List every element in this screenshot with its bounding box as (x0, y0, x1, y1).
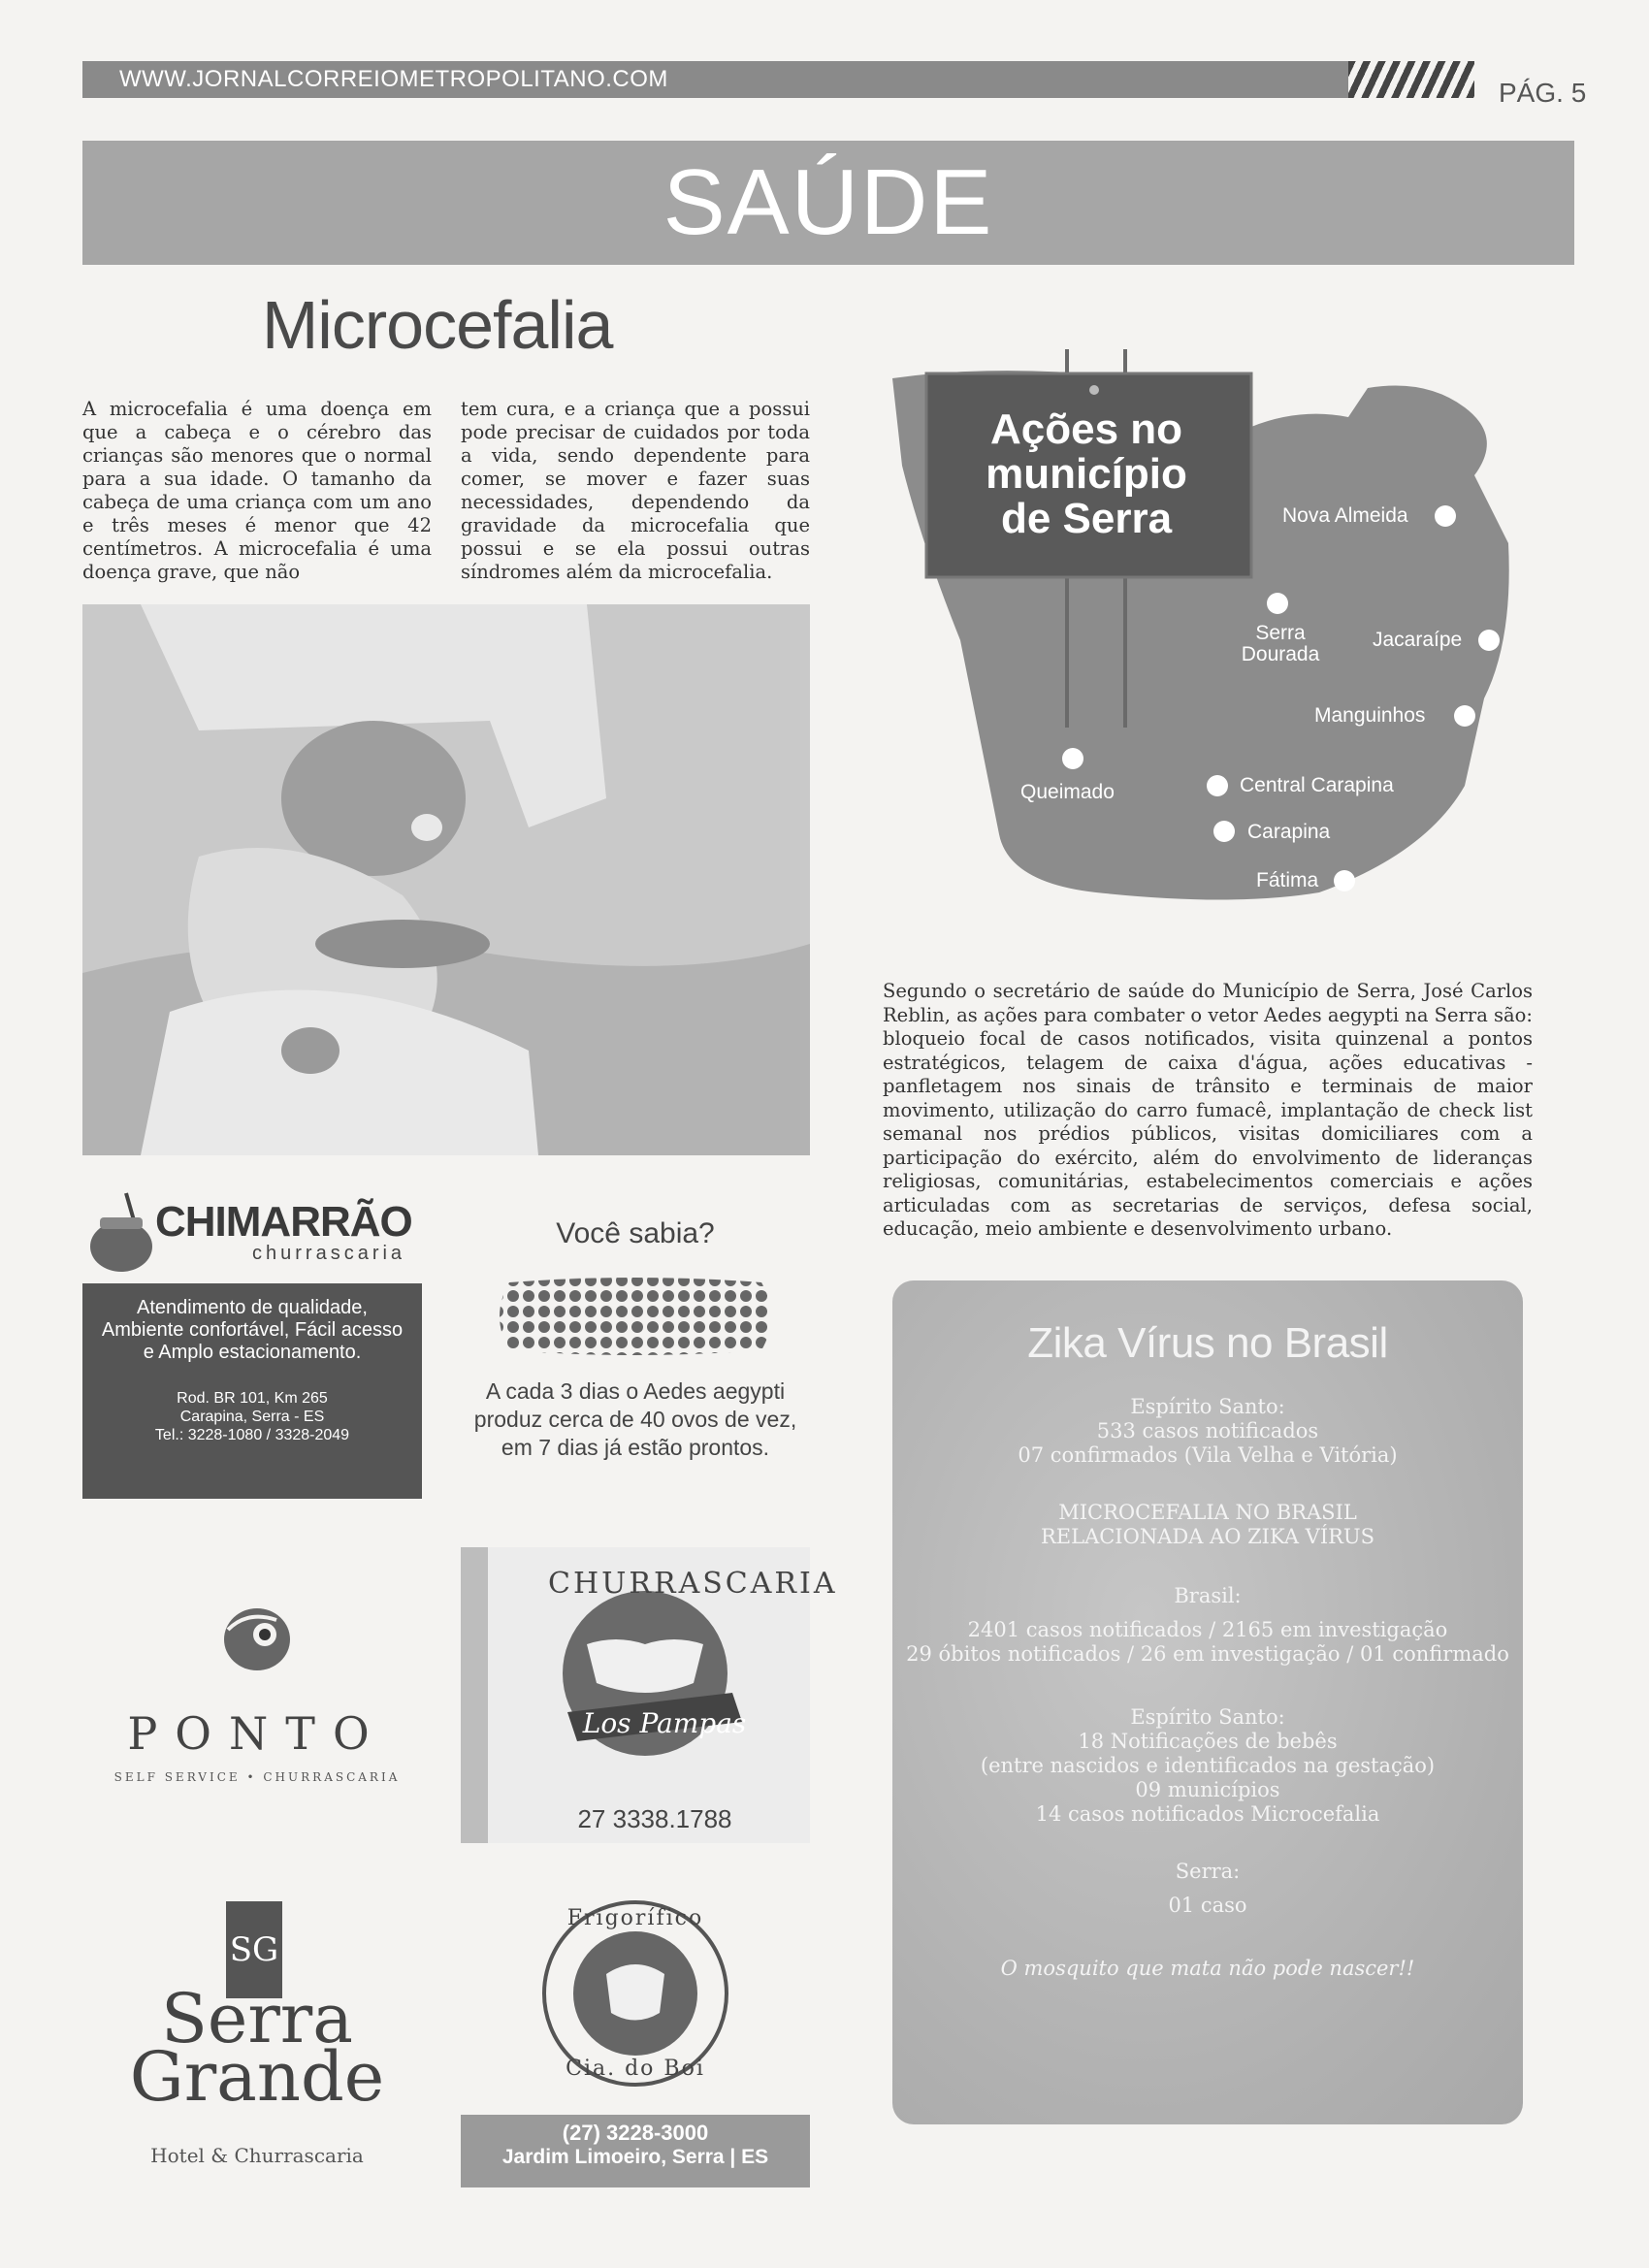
page-number: PÁG. 5 (1499, 78, 1587, 108)
zika-es2-heading: Espírito Santo: (1130, 1705, 1285, 1729)
map-place-jacaraipe: Jacaraípe (1373, 629, 1463, 651)
did-you-know-line-2: produz cerca de 40 ovos de vez, (473, 1407, 797, 1432)
website-url[interactable]: WWW.JORNALCORREIOMETROPOLITANO.COM (119, 66, 668, 92)
article-column-2: tem cura, e a criança que a possui pode precisar de cuidados por toda a vida, sendo dependente para comer, se mover e fazer suas necessidades, dependendo da gravidade da microcefalia que possui e se ela possui outras síndromes além da microcefalia. (461, 398, 810, 583)
frigorifico-phone[interactable]: (27) 3228-3000 (562, 2121, 709, 2145)
map-sign-line-1: Ações no (989, 405, 1183, 453)
chimarrao-address (82, 1389, 422, 1444)
map-sign-line-2: município (986, 450, 1187, 498)
map-place-manguinhos: Manguinhos (1314, 704, 1426, 727)
did-you-know-text (456, 1377, 815, 1462)
map-place-central-carapina: Central Carapina (1240, 774, 1394, 796)
los-pampas-top: CHURRASCARIA (548, 1567, 838, 1601)
frigorifico-bottom: Cia. do Boi (566, 2057, 705, 2081)
chimarrao-ad[interactable] (82, 1179, 422, 1499)
section-title: SAÚDE (82, 141, 1574, 265)
map-place-fatima: Fátima (1256, 869, 1319, 891)
chimarrao-sub: churrascaria (252, 1243, 406, 1264)
map-sign-line-3: de Serra (1000, 495, 1173, 542)
serra-grande-ad[interactable] (112, 1901, 403, 2183)
zika-br-line-1: 2401 casos notificados / 2165 em investigação (967, 1618, 1448, 1641)
article-title: Microcefalia (262, 287, 613, 363)
map-place-nova-almeida: Nova Almeida (1282, 504, 1408, 527)
chimarrao-tagline (82, 1297, 422, 1364)
ponto-ad[interactable] (82, 1591, 432, 1804)
ponto-name: PONTO (127, 1707, 387, 1760)
ponto-sub: SELF SERVICE • CHURRASCARIA (113, 1770, 401, 1784)
zika-es2-line-2: (entre nascidos e identificados na gestação) (980, 1754, 1436, 1777)
los-pampas-ad[interactable] (461, 1547, 838, 1843)
map-place-queimado: Queimado (1020, 781, 1115, 803)
zika-br-line-2: 29 óbitos notificados / 26 em investigação / 01 confirmado (906, 1642, 1509, 1666)
zika-es-line-1: 533 casos notificados (1096, 1419, 1319, 1442)
article-column-1: A microcefalia é uma doença em que a cabeça e o cérebro das crianças são menores que o normal para a sua idade. O tamanho da cabeça de uma criança com um ano e três meses é menor que 42 centímetros. A microcefalia é uma doença grave, que não (82, 398, 432, 583)
frigorifico-info-box (461, 2115, 810, 2187)
zika-es2-line-1: 18 Notificações de bebês (1078, 1730, 1338, 1753)
did-you-know-line-3: em 7 dias já estão prontos. (501, 1435, 770, 1460)
serra-grande-monogram: SG (226, 1901, 282, 1998)
frigorifico-address: Jardim Limoeiro, Serra | ES (501, 2146, 769, 2168)
serra-grande-line-1: Serra (160, 1979, 354, 2058)
frigorifico-ad[interactable] (461, 1896, 810, 2187)
mosquito-eggs-icon (490, 1273, 781, 1360)
serra-grande-sub: Hotel & Churrascaria (150, 2144, 364, 2167)
chimarrao-addr-2: Carapina, Serra - ES (179, 1409, 325, 1425)
ponto-logo-icon (218, 1591, 296, 1678)
zika-es2-line-4: 14 casos notificados Microcefalia (1035, 1802, 1380, 1826)
map-place-carapina: Carapina (1247, 821, 1331, 843)
gourd-icon (82, 1188, 160, 1276)
chimarrao-tag-3: e Amplo estacionamento. (143, 1342, 362, 1363)
website-bar (82, 61, 1460, 98)
zika-es-heading: Espírito Santo: (1130, 1395, 1285, 1418)
did-you-know-line-1: A cada 3 dias o Aedes aegypti (485, 1378, 786, 1404)
zika-serra-heading: Serra: (1175, 1860, 1241, 1883)
serra-grande-line-2: Grande (129, 2037, 385, 2117)
map-place-serra-dourada: Serra Dourada (1241, 622, 1320, 665)
zika-micro-line-1: MICROCEFALIA NO BRASIL (1058, 1501, 1357, 1524)
chimarrao-info-box (82, 1283, 422, 1499)
frigorifico-top: Frigorífico (566, 1906, 704, 1930)
zika-title: Zika Vírus no Brasil (1027, 1319, 1388, 1367)
zika-es-line-2: 07 confirmados (Vila Velha e Vitória) (1018, 1443, 1398, 1467)
los-pampas-phone[interactable]: 27 3338.1788 (577, 1804, 732, 1833)
chimarrao-name: CHIMARRÃO (155, 1198, 412, 1246)
zika-br-heading: Brasil: (1174, 1584, 1242, 1607)
zika-micro-line-2: RELACIONADA AO ZIKA VÍRUS (1040, 1525, 1375, 1548)
chimarrao-addr-1: Rod. BR 101, Km 265 (177, 1390, 328, 1407)
chimarrao-tag-2: Ambiente confortável, Fácil acesso (101, 1319, 404, 1341)
secretary-text: Segundo o secretário de saúde do Município de Serra, José Carlos Reblin, as ações para combater o vetor Aedes aegypti na Serra são: bloqueio focal de casos notificados, visita quinzenal a pontos estratégicos, telagem de caixa d'água, ações educativas - panfletagem nos sinais de trânsito e terminais de maior movimento, utilização do carro fumacê, implantação de check list semanal nos prédios públicos, visitas domiciliares com a participação do exército, além do envolvimento de lideranças religiosas, comunitárias, estabelecimentos comerciais e ações articuladas com as secretarias de serviços, defesa social, educação, meio ambiente e desenvolvimento urbano. (883, 980, 1533, 1240)
map-sign-title (941, 407, 1232, 541)
did-you-know-title: Você sabia? (556, 1217, 715, 1249)
header-stripes (1348, 61, 1474, 98)
zika-box (892, 1280, 1523, 2124)
los-pampas-side-bar (461, 1547, 488, 1843)
serra-map (883, 349, 1542, 912)
los-pampas-name: Los Pampas (582, 1707, 747, 1739)
zika-serra-line-1: 01 caso (1168, 1894, 1247, 1917)
chimarrao-addr-3[interactable]: Tel.: 3228-1080 / 3328-2049 (154, 1427, 350, 1443)
baby-photo (82, 604, 810, 1155)
zika-es2-line-3: 09 municípios (1135, 1778, 1280, 1801)
chimarrao-tag-1: Atendimento de qualidade, (137, 1297, 368, 1318)
zika-slogan: O mosquito que mata não pode nascer!! (1000, 1957, 1415, 1980)
